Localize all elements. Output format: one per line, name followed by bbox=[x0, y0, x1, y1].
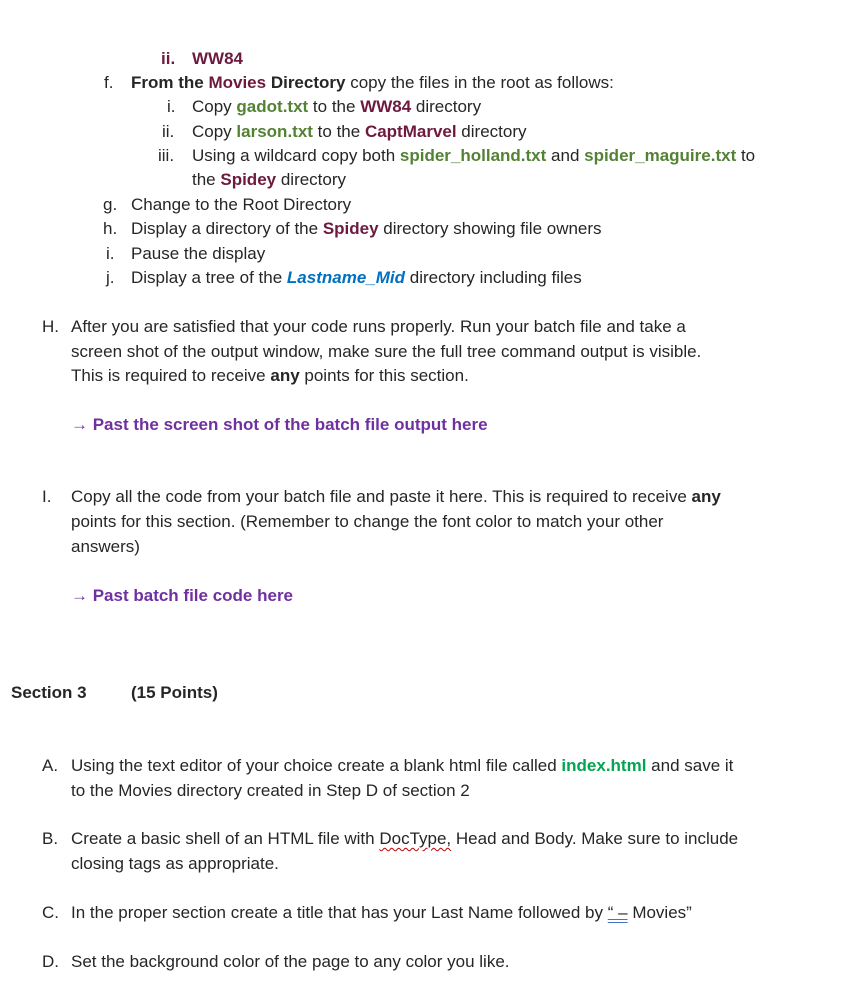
step-number: H. bbox=[42, 317, 59, 336]
item-text: Display a tree of the Lastname_Mid directory including files bbox=[131, 268, 582, 287]
item-text: Copy gadot.txt to the WW84 directory bbox=[192, 97, 482, 116]
item-text: the Spidey directory bbox=[192, 170, 347, 189]
section-points: (15 Points) bbox=[131, 683, 218, 702]
item-number: ii. bbox=[162, 122, 175, 141]
item-text: WW84 bbox=[192, 49, 243, 68]
step-text: This is required to receive any points for this section. bbox=[71, 366, 469, 385]
step-text: Create a basic shell of an HTML file with DocType, Head and Body. Make sure to include bbox=[71, 829, 739, 848]
step-text: to the Movies directory created in Step D of section 2 bbox=[71, 781, 470, 800]
item-number: i. bbox=[106, 244, 115, 263]
step-text: Set the background color of the page to any color you like. bbox=[71, 952, 510, 971]
step-text: Copy all the code from your batch file and paste it here. This is required to receive any bbox=[71, 487, 721, 506]
step-text: In the proper section create a title that has your Last Name followed by “ – Movies” bbox=[71, 903, 692, 922]
step-number: B. bbox=[42, 829, 59, 848]
section-title: Section 3 bbox=[11, 683, 87, 702]
item-number: f. bbox=[104, 73, 114, 92]
step-text: After you are satisfied that your code runs properly. Run your batch file and take a bbox=[71, 317, 686, 336]
step-text: screen shot of the output window, make sure the full tree command output is visible. bbox=[71, 342, 702, 361]
answer-placeholder: → Past batch file code here bbox=[71, 586, 294, 605]
step-text: closing tags as appropriate. bbox=[71, 854, 279, 873]
item-text: Display a directory of the Spidey directory showing file owners bbox=[131, 219, 602, 238]
item-number: h. bbox=[103, 219, 118, 238]
step-number: D. bbox=[42, 952, 59, 971]
item-number: iii. bbox=[158, 146, 175, 165]
item-text: Copy larson.txt to the CaptMarvel directory bbox=[192, 122, 527, 141]
item-text: From the Movies Directory copy the files in the root as follows: bbox=[131, 73, 614, 92]
step-text: Using the text editor of your choice create a blank html file called index.html and save it bbox=[71, 756, 734, 775]
step-text: answers) bbox=[71, 537, 140, 556]
item-number: g. bbox=[103, 195, 118, 214]
item-text: Using a wildcard copy both spider_holland.txt and spider_maguire.txt to bbox=[192, 146, 756, 165]
step-number: A. bbox=[42, 756, 59, 775]
step-number: C. bbox=[42, 903, 59, 922]
item-number: ii. bbox=[161, 49, 176, 68]
item-text: Change to the Root Directory bbox=[131, 195, 352, 214]
answer-placeholder: → Past the screen shot of the batch file output here bbox=[71, 415, 488, 434]
item-number: j. bbox=[106, 268, 115, 287]
item-number: i. bbox=[167, 97, 176, 116]
step-text: points for this section. (Remember to change the font color to match your other bbox=[71, 512, 664, 531]
item-text: Pause the display bbox=[131, 244, 266, 263]
step-number: I. bbox=[42, 487, 52, 506]
